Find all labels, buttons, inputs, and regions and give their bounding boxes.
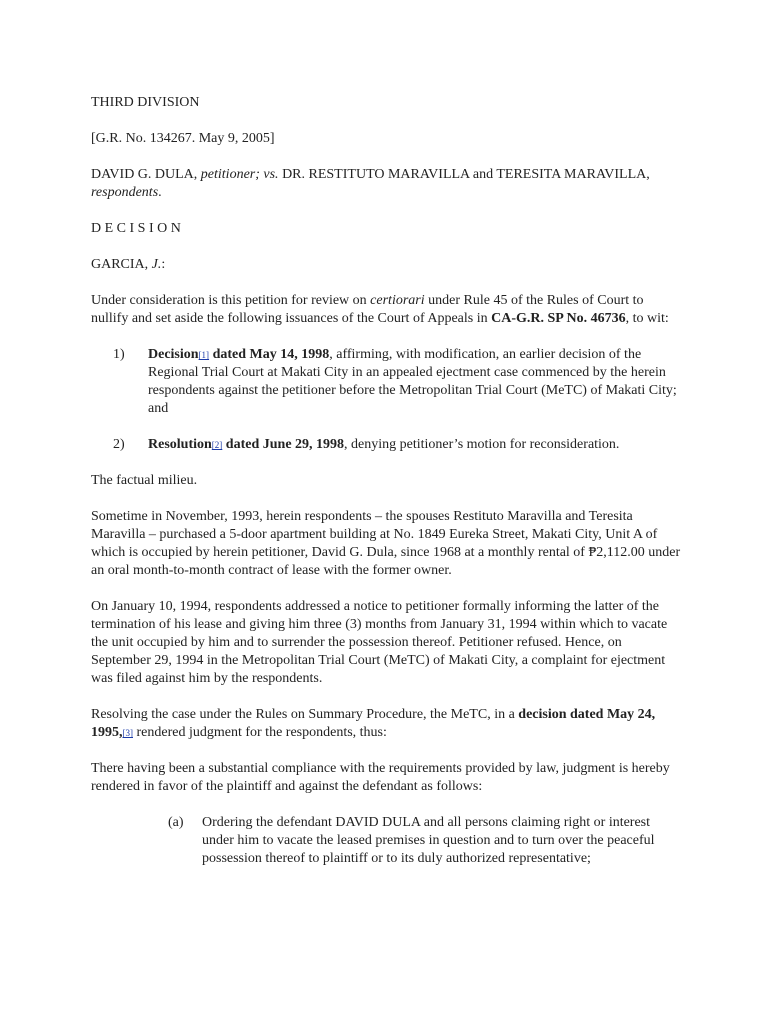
quote-item-text: Ordering the defendant DAVID DULA and all persons claiming right or interest under him to vacate the leased premises in question and to turn over the peaceful possession thereof to plaintiff or to its duly authorized representative; bbox=[202, 815, 655, 866]
issuance-date: dated May 14, 1998 bbox=[209, 347, 330, 362]
issuance-item bbox=[91, 346, 681, 418]
respondents-names: DR. RESTITUTO MARAVILLA and TERESITA MARAVILLA, bbox=[282, 167, 650, 182]
footnote-link[interactable]: [2] bbox=[211, 440, 223, 450]
respondents-role: respondents bbox=[91, 185, 159, 200]
quote-intro: There having been a substantial compliance with the requirements provided by law, judgment is hereby rendered in favor of the plaintiff and against the defendant as follows: bbox=[91, 761, 670, 794]
issuance-label: Resolution bbox=[148, 437, 212, 452]
intro-text: Under consideration is this petition for review on bbox=[91, 293, 371, 308]
intro-paragraph bbox=[91, 292, 681, 328]
resolving-text-2: rendered judgment for the respondents, thus: bbox=[133, 725, 387, 740]
case-parties: DAVID G. DULA, petitioner; vs. DR. RESTITUTO MARAVILLA and TERESITA MARAVILLA, respondents. bbox=[91, 167, 650, 200]
factual-milieu: The factual milieu. bbox=[91, 473, 198, 488]
ponente-suffix: : bbox=[161, 257, 166, 272]
ponente bbox=[91, 256, 681, 274]
issuance-label: Decision bbox=[148, 347, 199, 362]
issuance-date: dated June 29, 1998 bbox=[222, 437, 345, 452]
issuance-number: 1) bbox=[113, 347, 125, 362]
petitioner-name: DAVID G. DULA, bbox=[91, 167, 198, 182]
resolving-paragraph bbox=[91, 706, 681, 742]
ponente-name: GARCIA, bbox=[91, 257, 149, 272]
purchase-paragraph: Sometime in November, 1993, herein respondents – the spouses Restituto Maravilla and Teresita Maravilla – purchased a 5-door apartment building at No. 1849 Eureka Street, Makati City, Unit A of which is occupied by herein petitioner, David G. Dula, since 1968 at a monthly rental of ₱2,112.00 under an oral month-to-month contract of lease with the former owner. bbox=[91, 509, 681, 578]
issuance-text: , denying petitioner’s motion for reconsideration. bbox=[344, 437, 620, 452]
division-heading: THIRD DIVISION bbox=[91, 95, 200, 110]
notice-paragraph: On January 10, 1994, respondents addressed a notice to petitioner formally informing the latter of the termination of his lease and giving him three (3) months from January 31, 1994 within which to vacate the unit occupied by him and to surrender the possession thereof. Petitioner refused. Hence, on September 29, 1994 in the Metropolitan Trial Court (MeTC) of Makati City, a complaint for ejectment was filed against him by the respondents. bbox=[91, 599, 668, 686]
footnote-link[interactable]: [3] bbox=[122, 728, 133, 738]
comma: , bbox=[119, 725, 123, 740]
case-number: [G.R. No. 134267. May 9, 2005] bbox=[91, 131, 275, 146]
quote-item-number: (a) bbox=[168, 815, 184, 830]
intro-text-2: under Rule 45 of the Rules of Court to nullify and set aside the following issuances of the Court of Appeals in bbox=[91, 293, 644, 326]
resolving-text: Resolving the case under the Rules on Summary Procedure, the MeTC, in a bbox=[91, 707, 519, 722]
intro-text-3: , to wit: bbox=[625, 311, 669, 326]
footnote-link[interactable]: [1] bbox=[198, 350, 210, 360]
ca-case-number: CA-G.R. SP No. 46736 bbox=[491, 311, 626, 326]
decision-heading: D E C I S I O N bbox=[91, 221, 181, 236]
decision-document bbox=[91, 94, 681, 868]
issuance-number: 2) bbox=[113, 437, 125, 452]
quote-item bbox=[91, 814, 681, 868]
issuance-item bbox=[91, 436, 681, 454]
ponente-title: J. bbox=[151, 257, 162, 272]
issuance-text: , affirming, with modification, an earlier decision of the Regional Trial Court at Makati City in an appealed ejectment case commenced by the herein respondents against the petitioner before the Metropolitan Trial Court (MeTC) of Makati City; and bbox=[148, 347, 677, 416]
certiorari-term: certiorari bbox=[370, 293, 425, 308]
petitioner-role: petitioner; vs. bbox=[200, 167, 279, 182]
metc-decision-date: decision dated May 24, 1995 bbox=[91, 707, 656, 740]
